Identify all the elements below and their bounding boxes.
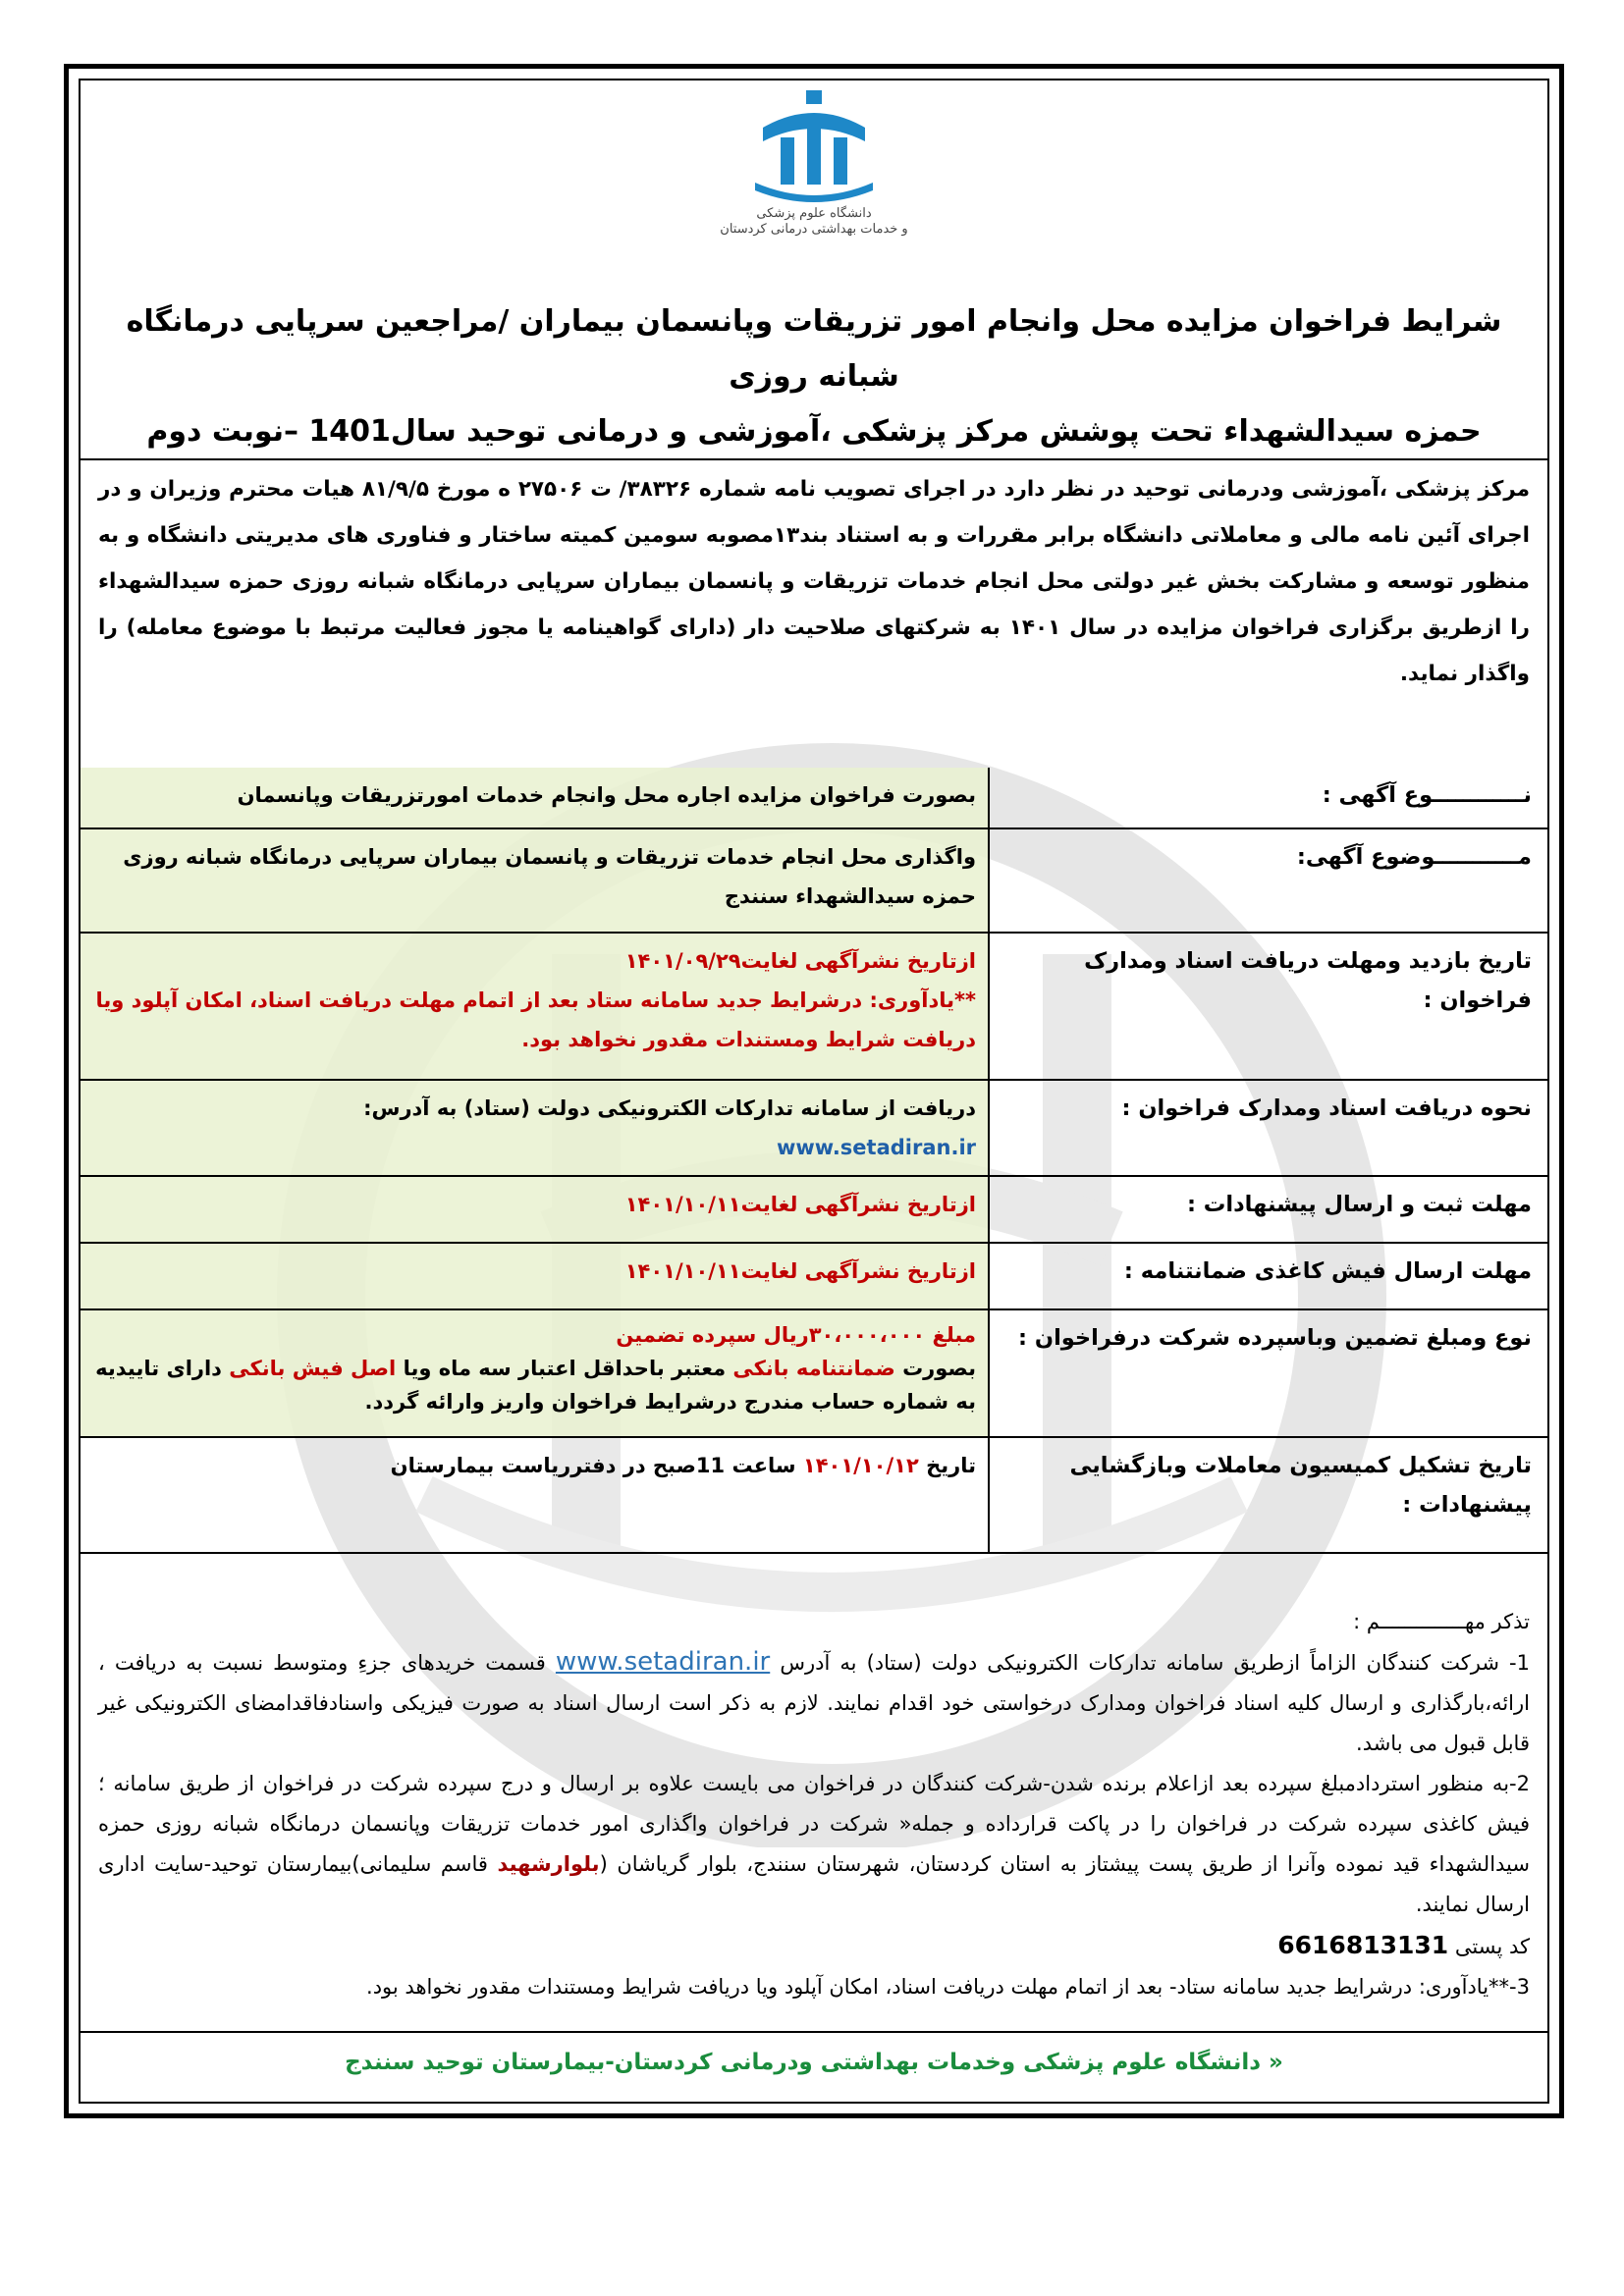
table-row xyxy=(81,828,1547,933)
visit-value: ازتاریخ نشرآگهی لغایت۱۴۰۱/۰۹/۲۹ xyxy=(624,949,976,973)
note-1 xyxy=(98,1642,1530,1764)
footer: « دانشگاه علوم پزشکی وخدمات بهداشتی ودرمانی کردستان-بیمارستان توحید سنندج xyxy=(81,2031,1547,2102)
deadline-value: ازتاریخ نشرآگهی لغایت۱۴۰۱/۱۰/۱۱ xyxy=(81,1176,989,1243)
method-value: دریافت از سامانه تدارکات الکترونیکی دولت (ستاد) به آدرس: xyxy=(363,1096,976,1120)
commission-b: ساعت 11صبح در دفترریاست بیمارستان xyxy=(390,1454,796,1477)
table-row xyxy=(81,933,1547,1080)
visit-note: **یادآوری: درشرایط جدید سامانه ستاد بعد از اتمام مهلت دریافت اسناد، امکان آپلود ویا دریافت شرایط ومستندات مقدور نخواهد بود. xyxy=(95,988,976,1051)
deposit-label: نوع ومبلغ تضمین وباسپرده شرکت درفراخوان : xyxy=(989,1309,1547,1437)
commission-label: تاریخ تشکیل کمیسیون معاملات وبازگشایی پیشنهادات : xyxy=(989,1437,1547,1553)
type-value: بصورت فراخوان مزایده اجاره محل وانجام خدمات امورتزریقات وپانسمان xyxy=(81,768,989,828)
page-frame xyxy=(64,64,1564,2118)
deposit-note-a: بصورت xyxy=(902,1357,976,1380)
type-label: نــــــــــــوع آگهی : xyxy=(989,768,1547,828)
deposit-amount: مبلغ ۳۰،۰۰۰،۰۰۰ریال سپرده تضمین xyxy=(616,1323,976,1347)
visit-label: تاریخ بازدید ومهلت دریافت اسناد ومدارک فراخوان : xyxy=(989,933,1547,1080)
table-row xyxy=(81,1176,1547,1243)
postal-code: 6616813131 xyxy=(1277,1931,1449,1959)
note-2 xyxy=(98,1764,1530,1925)
method-cell xyxy=(81,1080,989,1176)
title-line2: حمزه سیدالشهداء تحت پوشش مرکز پزشکی ،آموزشی و درمانی توحید سال1401 –نوبت دوم xyxy=(146,414,1482,449)
guarantee-label: مهلت ارسال فیش کاغذی ضمانتنامه : xyxy=(989,1243,1547,1309)
logo-caption-line2: و خدمات بهداشتی درمانی کردستان xyxy=(720,222,908,237)
logo-caption-line1: دانشگاه علوم پزشکی xyxy=(756,206,872,221)
table-row xyxy=(81,1080,1547,1176)
university-logo-icon xyxy=(745,88,883,206)
subject-label: مـــــــــــوضوع آگهی: xyxy=(989,828,1547,933)
document-body xyxy=(79,79,1549,2104)
commission-a: تاریخ xyxy=(926,1454,976,1477)
deposit-note xyxy=(92,1352,976,1418)
notes-heading: تذکر مهــــــــــــــم : xyxy=(1353,1610,1530,1633)
note-3: 3-**یادآوری: درشرایط جدید سامانه ستاد- بعد از اتمام مهلت دریافت اسناد، امکان آپلود ویا دریافت شرایط ومستندات مقدور نخواهد بود. xyxy=(366,1975,1530,1999)
note-2-postal xyxy=(98,1925,1530,1967)
deposit-note-b: ضمانتنامه بانکی xyxy=(732,1357,895,1380)
note-2-a: 2-به منظور استردادمبلغ سپرده بعد ازاعلام برنده شدن-شرکت کنندگان در فراخوان می بایست علاوه بر ارسال و درج سپرده شرکت در فراخوان از طریق سامانه ؛ فیش کاغذی سپرده شرکت در فراخوان را در پاکت قرارداده و جمله« شرکت در فراخوان واگذاری امور خدمات تزریقات وپانسمان درمانگاه شبانه روزی حمزه سیدالشهداء قید نموده وآنرا از طریق پست پیشتاز به استان کردستان، شهرستان سنندج، بلوار گریاشان ( xyxy=(98,1772,1530,1876)
intro-paragraph: مرکز پزشکی ،آموزشی ودرمانی توحید در نظر دارد در اجرای تصویب نامه شماره ۳۸۳۲۶/ ت ۲۷۵۰۶ ه مورخ ۸۱/۹/۵ هیات محترم وزیران و در اجرای آئین نامه مالی و معاملاتی دانشگاه برابر مقررات و به استناد بند۱۳مصوبه سومین کمیته ساختار و فناوری های مدیریتی دانشگاه و به منظور توسعه و مشارکت بخش غیر دولتی محل انجام خدمات تزریقات و پانسمان بیماران سرپایی درمانگاه شبانه روزی حمزه سیدالشهداء را ازطریق برگزاری فراخوان مزایده در سال ۱۴۰۱ به شرکتهای صلاحیت دار (دارای گواهینامه یا مجوز فعالیت مرتبط با موضوع معامله) را واگذار نماید. xyxy=(81,458,1547,768)
header-logo xyxy=(81,88,1547,285)
visit-cell xyxy=(81,933,989,1080)
method-label: نحوه دریافت اسناد ومدارک فراخوان : xyxy=(989,1080,1547,1176)
title-line1: شرایط فراخوان مزایده محل وانجام امور تزریقات وپانسمان بیماران /مراجعین سرپایی درمانگاه شبانه روزی xyxy=(126,304,1502,394)
table-row xyxy=(81,1243,1547,1309)
deposit-note-e: دارای تاییدیه به شماره حساب مندرج درشرایط فراخوان واریز وارائه گردد. xyxy=(95,1357,976,1414)
note-1-a: 1- شرکت کنندگان الزاماً ازطریق سامانه تدارکات الکترونیکی دولت (ستاد) به آدرس xyxy=(780,1651,1530,1675)
commission-date: ۱۴۰۱/۱۰/۱۲ xyxy=(802,1454,919,1477)
note-2-b: قاسم سلیمانی)بیمارستان توحید-سایت اداری ارسال نمایند. xyxy=(98,1852,1530,1916)
announcement-table xyxy=(81,768,1547,1554)
postal-label: کد پستی xyxy=(1454,1935,1530,1958)
guarantee-value: ازتاریخ نشرآگهی لغایت۱۴۰۱/۱۰/۱۱ xyxy=(81,1243,989,1309)
setadiran-link[interactable]: www.setadiran.ir xyxy=(776,1136,976,1159)
deposit-cell xyxy=(81,1309,989,1437)
note-1-b: قسمت خریدهای جزءِ ومتوسط نسبت به دریافت ، ارائه،بارگذاری و ارسال کلیه اسناد فراخوان ومدارک درخواستی خود اقدام نمایند. لازم به ذکر است ارسال اسناد به صورت فیزیکی واسنادفاقدامضای الکترونیکی غیر قابل قبول می باشد. xyxy=(98,1651,1530,1755)
subject-value: واگذاری محل انجام خدمات تزریقات و پانسمان بیماران سرپایی درمانگاه شبانه روزی حمزه سیدالشهداء سنندج xyxy=(81,828,989,933)
deposit-note-c: معتبر باحداقل اعتبار سه ماه ویا xyxy=(403,1357,727,1380)
commission-cell xyxy=(81,1437,989,1553)
deadline-label: مهلت ثبت و ارسال پیشنهادات : xyxy=(989,1176,1547,1243)
deposit-note-d: اصل فیش بانکی xyxy=(229,1357,397,1380)
note-1-link[interactable]: www.setadiran.ir xyxy=(555,1647,771,1677)
page-title xyxy=(98,294,1530,466)
note-2-red: بلوارشهید xyxy=(497,1852,600,1876)
table-row xyxy=(81,1437,1547,1553)
table-row xyxy=(81,1309,1547,1437)
table-row xyxy=(81,768,1547,828)
